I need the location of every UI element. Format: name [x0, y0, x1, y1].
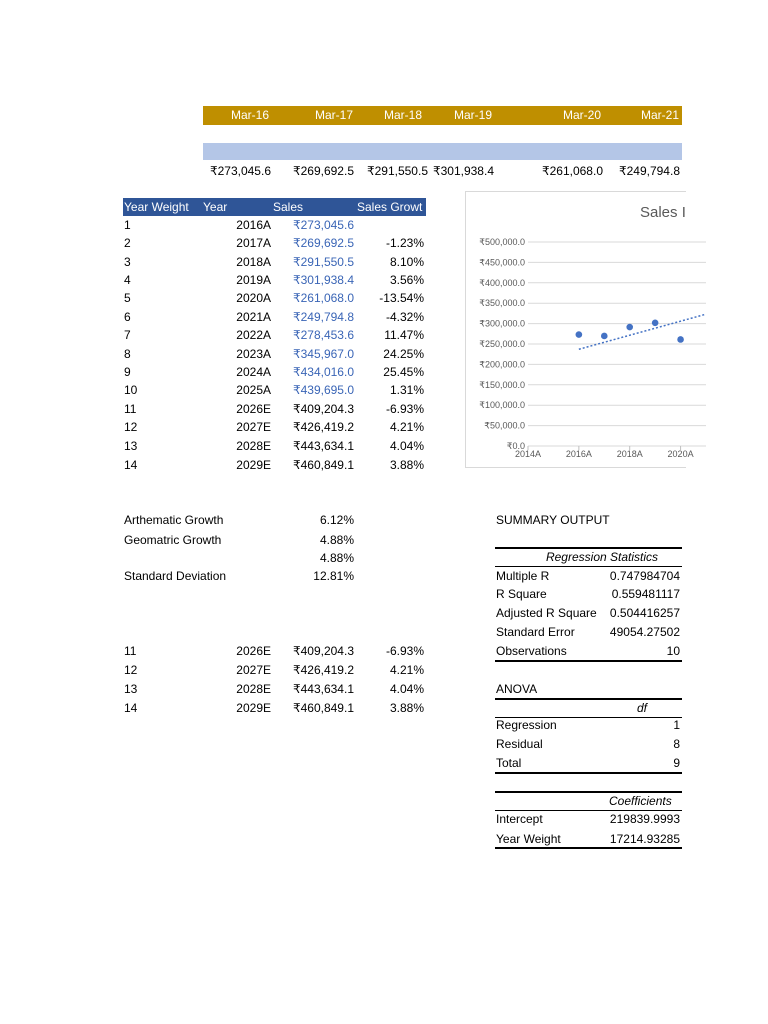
sales-cell: ₹301,938.4 — [292, 273, 354, 287]
sales-cell: ₹409,204.3 — [292, 644, 354, 658]
year-weight-cell: 12 — [124, 420, 138, 434]
anova-value: 8 — [673, 737, 680, 751]
anova-df-header: df — [637, 701, 648, 715]
y-tick-label: ₹450,000.0 — [479, 257, 525, 268]
anova-label: Total — [496, 756, 522, 770]
y-tick-label: ₹300,000.0 — [479, 318, 525, 329]
year-weight-cell: 9 — [124, 365, 131, 379]
anova-value: 9 — [673, 756, 680, 770]
year-cell: 2020A — [236, 291, 271, 305]
month-value-cell: ₹261,068.0 — [541, 164, 603, 178]
growth-cell: 4.04% — [389, 439, 424, 453]
growth-cell: -13.54% — [379, 291, 424, 305]
sales-cell: ₹443,634.1 — [292, 682, 354, 696]
year-cell: 2026E — [236, 644, 271, 658]
geometric-growth-value: 4.88% — [319, 533, 354, 547]
growth-cell: 4.21% — [389, 420, 424, 434]
year-cell: 2027E — [236, 663, 271, 677]
y-tick-label: ₹200,000.0 — [479, 359, 525, 370]
year-cell: 2028E — [236, 439, 271, 453]
year-cell: 2016A — [236, 218, 271, 232]
year-weight-cell: 4 — [124, 273, 131, 287]
year-weight-cell: 7 — [124, 328, 131, 342]
column-header-sales: Sales — [273, 200, 304, 214]
data-point — [626, 324, 633, 331]
divider — [495, 847, 682, 849]
month-header-cell: Mar-19 — [453, 108, 492, 122]
year-weight-cell: 12 — [124, 663, 138, 677]
stat-value: 10 — [666, 644, 680, 658]
y-tick-label: ₹350,000.0 — [479, 298, 525, 309]
x-tick-label: 2020A — [667, 449, 694, 459]
coef-value: 17214.93285 — [609, 832, 680, 846]
month-value-cell: ₹301,938.4 — [432, 164, 494, 178]
month-value-cell: ₹291,550.5 — [366, 164, 428, 178]
anova-value: 1 — [673, 718, 680, 732]
arithmetic-growth-label: Arthematic Growth — [124, 513, 224, 527]
year-weight-cell: 8 — [124, 347, 131, 361]
standard-deviation-label: Standard Deviation — [124, 569, 227, 583]
sales-cell: ₹249,794.8 — [292, 310, 354, 324]
y-tick-label: ₹100,000.0 — [479, 400, 525, 411]
year-weight-cell: 14 — [124, 701, 138, 715]
month-header-cell: Mar-20 — [562, 108, 601, 122]
anova-label: Regression — [496, 718, 557, 732]
growth-cell: 4.21% — [389, 663, 424, 677]
x-tick-label: 2018A — [616, 449, 643, 459]
year-weight-cell: 11 — [124, 402, 137, 416]
y-tick-label: ₹500,000.0 — [479, 237, 525, 247]
column-header-sales-growth: Sales Growt — [357, 200, 423, 214]
growth-cell: 3.56% — [389, 273, 424, 287]
stat-label: Multiple R — [496, 569, 550, 583]
year-weight-cell: 13 — [124, 439, 138, 453]
year-cell: 2026E — [236, 402, 271, 416]
month-header-cell: Mar-21 — [640, 108, 679, 122]
sales-cell: ₹426,419.2 — [292, 663, 354, 677]
year-cell: 2021A — [236, 310, 271, 324]
y-tick-label: ₹50,000.0 — [484, 420, 525, 431]
growth-cell: 8.10% — [389, 255, 424, 269]
growth-cell: -1.23% — [385, 236, 424, 250]
year-weight-cell: 2 — [124, 236, 131, 250]
chart-title: Sales I — [640, 204, 686, 221]
stat-value: 0.747984704 — [609, 569, 680, 583]
growth-cell: 24.25% — [383, 347, 424, 361]
growth-cell: -6.93% — [385, 644, 424, 658]
year-cell: 2019A — [236, 273, 271, 287]
sales-cell: ₹261,068.0 — [292, 291, 354, 305]
highlight-band — [203, 143, 682, 160]
data-point — [601, 333, 608, 340]
sales-cell: ₹345,967.0 — [292, 347, 354, 361]
coef-label: Intercept — [496, 812, 543, 826]
month-value-cell: ₹269,692.5 — [292, 164, 354, 178]
sales-cell: ₹291,550.5 — [292, 255, 354, 269]
sales-cell: ₹278,453.6 — [292, 328, 354, 342]
year-cell: 2029E — [236, 458, 271, 472]
year-weight-cell: 6 — [124, 310, 131, 324]
sales-cell: ₹439,695.0 — [292, 383, 354, 397]
y-tick-label: ₹250,000.0 — [479, 339, 525, 349]
year-cell: 2017A — [236, 236, 271, 250]
stat-value: 0.559481117 — [611, 587, 680, 601]
month-header-cell: Mar-17 — [314, 108, 353, 122]
chart-plot — [466, 192, 694, 467]
anova-title: ANOVA — [496, 682, 538, 696]
year-weight-cell: 11 — [124, 644, 137, 658]
sales-cell: ₹434,016.0 — [292, 365, 354, 379]
stat-label: Observations — [496, 644, 567, 658]
x-tick-label: 2014A — [514, 449, 542, 459]
month-header-cell: Mar-16 — [230, 108, 269, 122]
sales-cell: ₹443,634.1 — [292, 439, 354, 453]
year-weight-cell: 10 — [124, 383, 138, 397]
geometric-growth-label: Geomatric Growth — [124, 533, 222, 547]
year-weight-cell: 5 — [124, 291, 131, 305]
arithmetic-growth-value: 6.12% — [319, 513, 354, 527]
coefficients-header: Coefficients — [609, 794, 672, 808]
stat-label: Adjusted R Square — [496, 606, 597, 620]
growth-cell: -6.93% — [385, 402, 424, 416]
growth-cell: 25.45% — [383, 365, 424, 379]
data-point — [652, 320, 659, 327]
x-tick-label: 2016A — [565, 449, 592, 459]
stat-value: 0.504416257 — [609, 606, 680, 620]
anova-label: Residual — [496, 737, 543, 751]
month-value-cell: ₹273,045.6 — [209, 164, 271, 178]
year-cell: 2027E — [236, 420, 271, 434]
year-cell: 2024A — [236, 365, 271, 379]
divider — [495, 660, 682, 662]
y-tick-label: ₹150,000.0 — [479, 379, 525, 390]
data-point — [677, 336, 684, 343]
year-weight-cell: 1 — [124, 218, 131, 232]
sales-cell: ₹269,692.5 — [292, 236, 354, 250]
summary-title: SUMMARY OUTPUT — [496, 513, 610, 527]
growth-cell: -4.32% — [385, 310, 424, 324]
standard-deviation-value: 12.81% — [313, 569, 354, 583]
stat-label: Standard Error — [496, 625, 575, 639]
year-weight-cell: 3 — [124, 255, 131, 269]
coef-label: Year Weight — [496, 832, 561, 846]
y-tick-label: ₹0.0 — [506, 441, 525, 451]
sales-cell: ₹426,419.2 — [292, 420, 354, 434]
sales-chart[interactable] — [465, 191, 694, 468]
coef-value: 219839.9993 — [609, 812, 680, 826]
sales-cell: ₹460,849.1 — [292, 701, 354, 715]
regression-statistics-header: Regression Statistics — [545, 550, 659, 564]
growth-cell: 11.47% — [384, 328, 424, 342]
y-tick-label: ₹400,000.0 — [479, 277, 525, 288]
growth-cell: 1.31% — [389, 383, 424, 397]
sales-cell: ₹460,849.1 — [292, 458, 354, 472]
year-cell: 2025A — [236, 383, 271, 397]
growth-cell: 3.88% — [389, 458, 424, 472]
growth-cell: 3.88% — [389, 701, 424, 715]
year-cell: 2028E — [236, 682, 271, 696]
column-header-year-weight: Year Weight — [124, 200, 189, 214]
year-cell: 2023A — [236, 347, 271, 361]
year-weight-cell: 14 — [124, 458, 138, 472]
column-header-year: Year — [203, 200, 228, 214]
month-header-cell: Mar-18 — [383, 108, 422, 122]
sales-cell: ₹409,204.3 — [292, 402, 354, 416]
month-value-cell: ₹249,794.8 — [618, 164, 680, 178]
sales-cell: ₹273,045.6 — [292, 218, 354, 232]
year-cell: 2029E — [236, 701, 271, 715]
data-point — [576, 331, 583, 338]
divider — [495, 772, 682, 774]
year-cell: 2022A — [236, 328, 271, 342]
divider — [495, 698, 682, 700]
year-cell: 2018A — [236, 255, 271, 269]
growth-cell: 4.04% — [389, 682, 424, 696]
year-weight-cell: 13 — [124, 682, 138, 696]
geometric-growth-value-2: 4.88% — [319, 551, 354, 565]
stat-label: R Square — [496, 587, 547, 601]
stat-value: 49054.27502 — [609, 625, 680, 639]
